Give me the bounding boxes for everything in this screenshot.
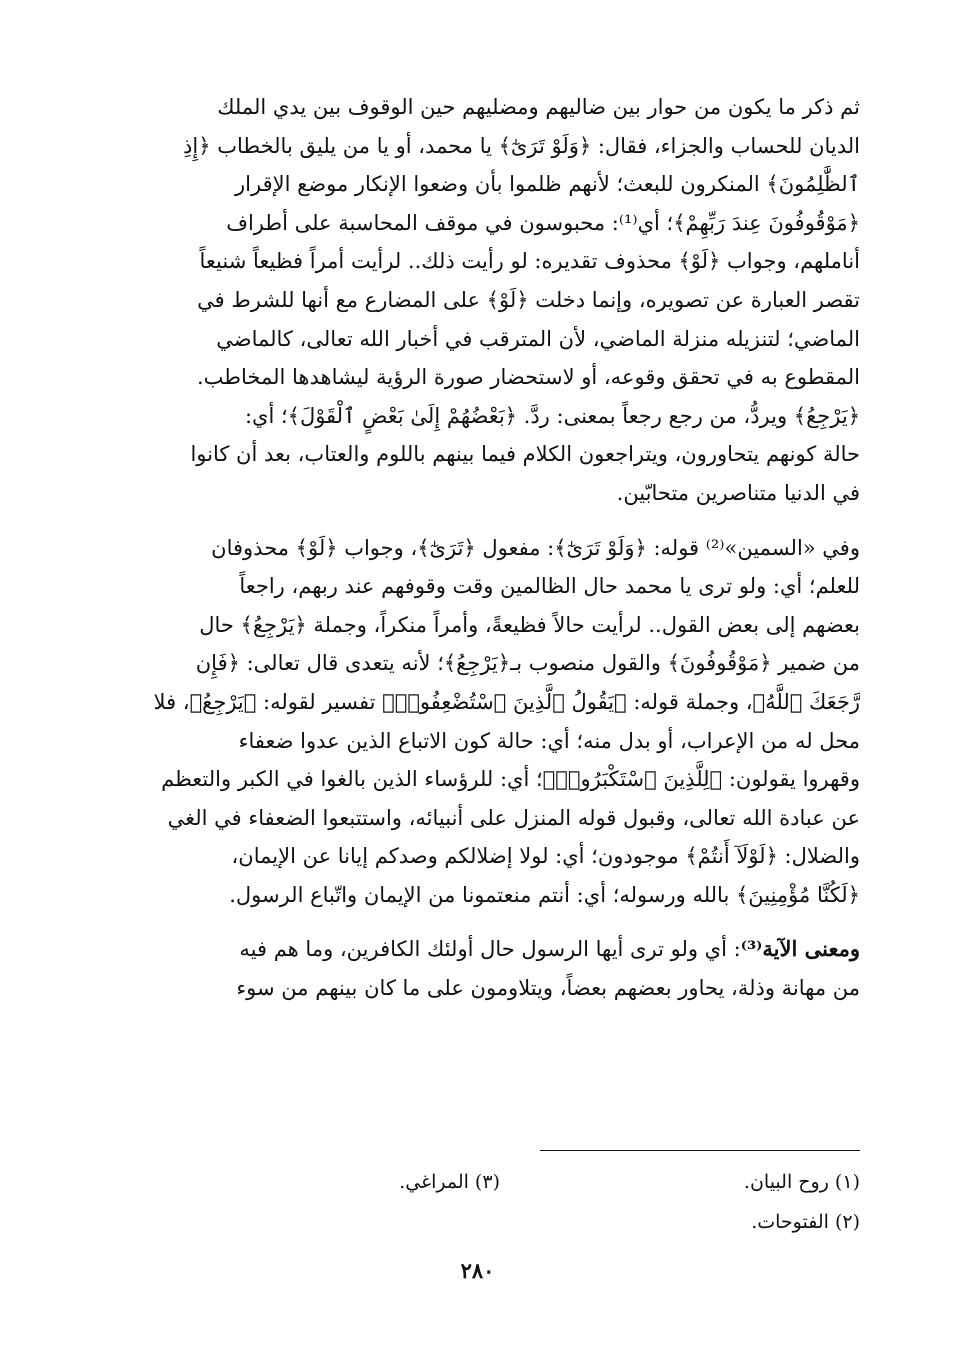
text-line: رَّجَعَكَ ٱللَّهُ﴾، وجملة قوله: ﴿يَقُولُ ٱلَّذِينَ ٱسْتُضْعِفُوا۟﴾ تفسير لقوله: ﴿يَرْجِعُ﴾، فلا: [153, 689, 860, 714]
text-line: ﴿مَوْقُوفُونَ عِندَ رَبِّهِمْ﴾؛ أي⁽¹⁾: محبوسون في موقف المحاسبة على أطراف: [226, 210, 860, 235]
text-line: للعلم؛ أي: ولو ترى يا محمد حال الظالمين وقت وقوفهم عند ربهم، راجعاً: [239, 574, 860, 599]
text-line: [95, 930, 860, 969]
footnotes: [95, 1162, 860, 1242]
footnote-3: (٣) المراغي.: [399, 1171, 500, 1193]
text-line: بعضهم إلى بعض القول.. لرأيت حالاً فظيعةً، وأمراً منكراً، وجملة ﴿يَرْجِعُ﴾ حال: [199, 612, 860, 637]
lead-continuation: : أي ولو ترى أيها الرسول حال أولئك الكافرين، وما هم فيه: [239, 937, 741, 962]
text-line: محل له من الإعراب، أو بدل منه؛ أي: حالة كون الاتباع الذين عدوا ضعفاء: [238, 728, 860, 753]
text-line: تقصر العبارة عن تصويره، وإنما دخلت ﴿لَوْ﴾ على المضارع مع أنها للشرط في: [197, 287, 860, 312]
text-line: عن عبادة الله تعالى، وقبول قوله المنزل على أنبيائه، واستتبعوا الضعفاء في الغي: [167, 805, 860, 830]
footnote-1: (١) روح البيان.: [743, 1171, 860, 1193]
text-line: ٱلظَّٰلِمُونَ﴾ المنكرون للبعث؛ لأنهم ظلموا بأن وضعوا الإنكار موضع الإقرار: [235, 172, 860, 197]
text-line: من مهانة وذلة، يحاور بعضهم بعضاً، ويتلاومون على ما كان بينهم من سوء: [236, 976, 860, 1001]
text-line: من ضمير ﴿مَوْقُوفُونَ﴾ والقول منصوب بـ﴿يَرْجِعُ﴾؛ لأنه يتعدى قال تعالى: ﴿فَإِن: [195, 651, 860, 676]
footnote-row: [95, 1202, 860, 1242]
text-line: أناملهم، وجواب ﴿لَوْ﴾ محذوف تقديره: لو رأيت ذلك.. لرأيت أمراً فظيعاً شنيعاً: [199, 249, 860, 274]
main-text: [95, 88, 860, 1008]
paragraph-2: [95, 529, 860, 915]
footnote-row: [95, 1162, 860, 1202]
footnote-empty: [140, 1202, 500, 1242]
paragraph-3: [95, 930, 860, 1007]
text-line: ثم ذكر ما يكون من حوار بين ضاليهم ومضليهم حين الوقوف بين يدي الملك: [217, 95, 860, 119]
page-number: ٢٨٠: [460, 1258, 495, 1283]
text-line: حالة كونهم يتحاورون، ويتراجعون الكلام فيما بينهم باللوم والعتاب، بعد أن كانوا: [190, 442, 860, 467]
text-line: ﴿يَرْجِعُ﴾ ويردُّ، من رجع رجعاً بمعنى: ردَّ. ﴿بَعْضُهُمْ إِلَىٰ بَعْضٍ ٱلْقَوْلَ﴾؛ أي:: [244, 403, 860, 428]
footnote-2: (٢) الفتوحات.: [751, 1211, 860, 1233]
paragraph-1: [95, 88, 860, 513]
text-line: الماضي؛ لتنزيله منزلة الماضي، لأن المترقب في أخبار الله تعالى، كالماضي: [216, 326, 860, 351]
paragraph-lead: ومعنى الآية⁽³⁾: [740, 936, 860, 962]
text-line: وفي «السمين»⁽²⁾ قوله: ﴿وَلَوْ تَرَىٰٓ﴾: مفعول ﴿تَرَىٰٓ﴾، وجواب ﴿لَوْ﴾ محذوفان: [211, 535, 860, 560]
text-line: والضلال: ﴿لَوْلَآ أَنتُمْ﴾ موجودون؛ أي: لولا إضلالكم وصدكم إيانا عن الإيمان،: [231, 844, 860, 869]
text-line: في الدنيا متناصرين متحابّين.: [616, 480, 860, 505]
footnote-separator: [540, 1150, 860, 1151]
text-line: وقهروا يقولون: ﴿لِلَّذِينَ ٱسْتَكْبَرُوا۟﴾؛ أي: للرؤساء الذين بالغوا في الكبر والتعظم: [161, 767, 860, 792]
text-line: ﴿لَكُنَّا مُؤْمِنِينَ﴾ بالله ورسوله؛ أي: أنتم منعتمونا من الإيمان واتّباع الرسول.: [229, 882, 860, 907]
text-line: الديان للحساب والجزاء، فقال: ﴿وَلَوْ تَرَىٰٓ﴾ يا محمد، أو يا من يليق بالخطاب ﴿إِذِ: [183, 133, 860, 158]
text-line: المقطوع به في تحقق وقوعه، أو لاستحضار صورة الرؤية ليشاهدها المخاطب.: [197, 365, 860, 390]
